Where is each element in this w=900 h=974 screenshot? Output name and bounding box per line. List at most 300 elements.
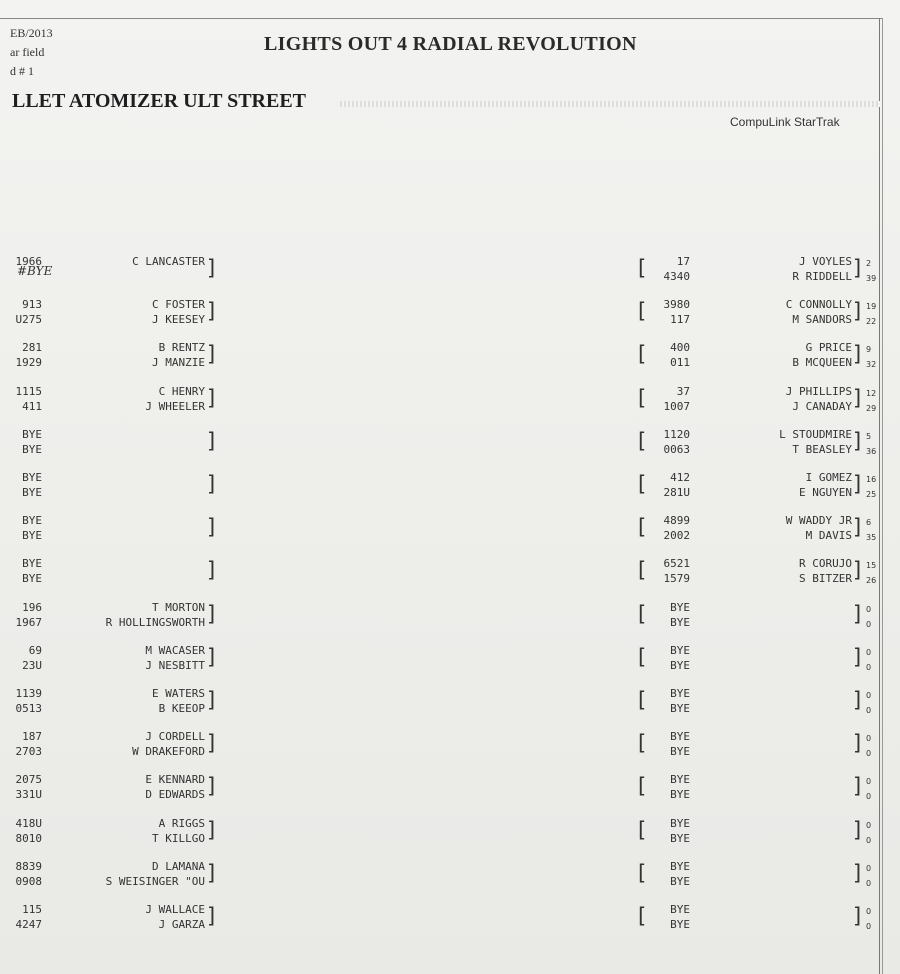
seed-bracket: ] [853,299,862,324]
seed-bracket: ] [853,644,862,669]
table-row [0,556,880,590]
right-driver-names-line [740,615,852,630]
left-car-numbers-line: 196 [22,600,42,614]
event-field: ar field [10,45,45,59]
right-bracket: [ [638,904,647,928]
left-driver-names-line: R HOLLINGSWORTH [105,615,205,629]
page-title: LIGHTS OUT 4 RADIAL REVOLUTION [264,33,637,55]
left-bracket: ] [207,904,216,928]
seed-numbers-line: 9 [866,345,872,355]
right-car-numbers-line: BYE [670,702,690,715]
seed-bracket: ] [853,515,862,540]
seed-numbers [866,775,871,805]
left-car-numbers-line: 8839 [15,859,42,873]
seed-bracket: ] [853,385,862,410]
right-car-numbers-line: BYE [670,600,690,614]
left-driver-names-line [90,442,205,457]
seed-bracket: ] [853,601,862,626]
left-driver-names [90,600,205,630]
left-driver-names-line: B KEEOP [158,702,205,715]
right-driver-names-line [740,787,852,802]
right-driver-names [740,427,852,457]
right-bracket: [ [638,515,647,540]
left-driver-names [90,686,205,716]
right-driver-names-line [740,917,852,932]
right-car-numbers-line: BYE [670,687,690,700]
left-driver-names-line: J WHEELER [145,399,205,413]
right-car-numbers-line: BYE [670,658,690,672]
seed-bracket: ] [853,428,862,453]
seed-bracket: ] [853,774,862,799]
right-driver-names [740,686,852,716]
right-driver-names-line [740,816,852,831]
right-car-numbers-line: 281U [663,486,690,499]
right-driver-names-line: L STOUDMIRE [779,427,852,441]
right-car-numbers [655,686,690,716]
right-car-numbers-line: 37 [676,384,690,398]
right-driver-names [740,643,852,673]
left-driver-names [90,902,205,932]
event-date: EB/2013 [10,26,53,40]
seed-numbers-line: 0 [866,792,872,802]
right-driver-names [740,902,852,932]
left-driver-names-line: J MANZIE [152,356,205,370]
seed-numbers-line: 36 [866,446,877,456]
seed-bracket: ] [853,688,862,712]
right-car-numbers-line: 17 [676,255,690,268]
left-car-numbers-line: BYE [22,514,42,528]
seed-numbers-line: 0 [866,619,872,629]
table-row [0,384,880,418]
right-bracket: [ [638,342,647,367]
right-driver-names-line: W WADDY JR [785,514,852,528]
right-car-numbers [655,902,690,932]
seed-numbers-line: 6 [866,518,872,528]
left-car-numbers-line: 0908 [15,874,42,888]
right-driver-names-line [740,772,852,787]
left-bracket: ] [207,472,216,496]
seed-numbers [866,473,876,503]
table-row [0,297,880,331]
right-bracket: [ [638,385,647,410]
right-bracket: [ [638,256,647,280]
right-driver-names-line: E NGUYEN [799,486,852,499]
left-car-numbers [0,470,42,500]
left-car-numbers-line: 1929 [15,356,42,370]
table-row [0,340,880,374]
right-car-numbers-line: 1579 [663,572,690,586]
right-bracket: [ [638,860,647,885]
seed-bracket: ] [853,731,862,756]
right-driver-names-line: G PRICE [805,341,852,355]
seed-numbers [866,516,876,546]
left-car-numbers-line: BYE [22,427,42,441]
seed-bracket: ] [853,817,862,842]
right-car-numbers [655,729,690,759]
right-car-numbers-line: 117 [670,313,690,327]
left-car-numbers [0,643,42,673]
left-bracket: ] [207,558,216,583]
seed-numbers [866,646,871,676]
event-round: d # 1 [10,64,34,78]
seed-numbers-line: 35 [866,533,877,543]
left-car-numbers [0,513,42,543]
seed-numbers [866,559,876,589]
right-driver-names-line [740,744,852,759]
right-car-numbers-line: BYE [670,745,690,759]
left-driver-names-line [90,485,205,500]
right-driver-names-line: M DAVIS [805,529,852,543]
left-driver-names [90,556,205,586]
right-driver-names-line [740,600,852,615]
left-bracket: ] [207,299,216,324]
left-driver-names [90,643,205,673]
seed-numbers-line: 0 [866,706,872,715]
left-driver-names-line: E KENNARD [145,773,205,787]
right-driver-names [740,859,852,889]
left-car-numbers [0,686,42,716]
right-car-numbers-line: BYE [670,859,690,873]
left-driver-names [90,729,205,759]
left-driver-names-line: M WACASER [145,643,205,657]
left-driver-names-line: J WALLACE [145,903,205,916]
right-driver-names-line [740,686,852,701]
seed-numbers-line: 2 [866,259,872,268]
seed-numbers-line: 0 [866,662,872,672]
right-bracket: [ [638,472,647,496]
right-driver-names-line [740,902,852,917]
right-car-numbers-line: BYE [670,903,690,916]
left-driver-names [90,513,205,543]
right-car-numbers-line: 1120 [663,427,690,441]
left-bracket: ] [207,256,216,280]
seed-numbers [866,689,871,719]
right-bracket: [ [638,817,647,842]
right-driver-names-line: J CANADAY [792,399,852,413]
left-driver-names [90,816,205,846]
seed-numbers [866,905,871,935]
right-driver-names [740,556,852,586]
seed-bracket: ] [853,342,862,367]
seed-bracket: ] [853,256,862,280]
left-car-numbers-line: 0513 [15,702,42,715]
right-car-numbers [655,859,690,889]
right-driver-names-line [740,658,852,673]
left-car-numbers [0,340,42,370]
left-car-numbers-line: 23U [22,658,42,672]
right-driver-names-line: R RIDDELL [792,270,852,283]
right-driver-names [740,729,852,759]
left-car-numbers-line: 411 [22,399,42,413]
table-row [0,427,880,461]
left-driver-names [90,859,205,889]
left-bracket: ] [207,774,216,799]
left-car-numbers-line: BYE [22,486,42,499]
seed-numbers-line: 0 [866,878,872,888]
left-car-numbers-line: 1966 [15,255,42,268]
left-car-numbers-line: 187 [22,730,42,744]
right-car-numbers-line: BYE [670,788,690,802]
right-bracket: [ [638,731,647,756]
left-car-numbers [0,254,42,284]
left-driver-names-line [90,470,205,485]
left-car-numbers-line: BYE [22,529,42,543]
right-car-numbers [655,470,690,500]
seed-numbers-line: 0 [866,922,872,931]
left-car-numbers [0,902,42,932]
right-car-numbers-line: BYE [670,773,690,787]
left-driver-names-line: D EDWARDS [145,788,205,802]
seed-numbers-line: 15 [866,561,877,571]
right-driver-names-line: C CONNOLLY [785,298,852,312]
seed-numbers-line: 29 [866,403,877,413]
table-row [0,470,880,504]
left-car-numbers-line: 1967 [15,615,42,629]
left-bracket: ] [207,342,216,367]
right-driver-names [740,254,852,284]
left-driver-names [90,772,205,802]
left-car-numbers [0,772,42,802]
right-car-numbers [655,340,690,370]
left-bracket: ] [207,385,216,410]
table-row [0,643,880,677]
table-row [0,772,880,806]
right-driver-names-line [740,701,852,716]
right-bracket: [ [638,688,647,712]
right-car-numbers-line: BYE [670,615,690,629]
left-car-numbers [0,729,42,759]
table-row [0,254,880,288]
left-driver-names [90,254,205,284]
right-bracket: [ [638,428,647,453]
seed-numbers [866,603,871,633]
seed-numbers [866,387,876,417]
left-driver-names-line: E WATERS [152,687,205,700]
right-driver-names [740,384,852,414]
left-car-numbers [0,556,42,586]
seed-numbers-line: 0 [866,777,872,787]
right-bracket: [ [638,774,647,799]
left-car-numbers-line: 4247 [15,918,42,931]
seed-numbers-line: 39 [866,274,877,283]
table-row [0,816,880,850]
left-car-numbers-line: 2703 [15,745,42,759]
right-driver-names-line [740,643,852,658]
right-car-numbers-line: 011 [670,356,690,370]
left-driver-names [90,384,205,414]
left-driver-names [90,297,205,327]
left-car-numbers-line: BYE [22,442,42,456]
left-bracket: ] [207,515,216,540]
left-driver-names [90,340,205,370]
left-driver-names [90,427,205,457]
right-bracket: [ [638,601,647,626]
left-car-numbers-line: 2075 [15,773,42,787]
right-car-numbers [655,254,690,284]
left-bracket: ] [207,731,216,756]
right-car-numbers [655,427,690,457]
left-car-numbers-line: 418U [15,816,42,830]
left-car-numbers-line: 69 [28,643,42,657]
left-driver-names-line [90,528,205,543]
left-driver-names-line: T MORTON [152,600,205,614]
right-driver-names [740,470,852,500]
seed-numbers-line: 0 [866,835,872,845]
right-driver-names-line: I GOMEZ [805,471,852,484]
left-driver-names-line: W DRAKEFORD [132,745,205,759]
right-driver-names-line [740,874,852,889]
left-bracket: ] [207,817,216,842]
seed-numbers-line: 12 [866,388,877,398]
seed-numbers-line: 0 [866,820,872,830]
right-car-numbers-line: 2002 [663,529,690,543]
seed-numbers-line: 0 [866,863,872,873]
left-bracket: ] [207,428,216,453]
right-driver-names-line [740,859,852,874]
table-row [0,859,880,893]
table-row [0,686,880,720]
right-bracket: [ [638,644,647,669]
right-driver-names [740,513,852,543]
seed-numbers-line: 22 [866,317,877,327]
left-driver-names-line [90,427,205,442]
left-car-numbers [0,816,42,846]
right-driver-names [740,816,852,846]
left-driver-names-line: C LANCASTER [132,255,205,268]
right-car-numbers-line: BYE [670,831,690,845]
seed-numbers-line: 0 [866,749,872,759]
right-driver-names-line: T BEASLEY [792,442,852,456]
right-car-numbers-line: BYE [670,918,690,931]
right-car-numbers-line: 1007 [663,399,690,413]
right-driver-names-line: S BITZER [799,572,852,586]
right-car-numbers-line: 400 [670,341,690,355]
left-car-numbers-line: BYE [22,572,42,586]
seed-bracket: ] [853,904,862,928]
table-row [0,902,880,936]
title-rule [340,101,880,107]
page-top-border [0,18,882,19]
seed-numbers [866,300,876,330]
seed-numbers-line: 5 [866,431,872,441]
left-car-numbers-line: 8010 [15,831,42,845]
right-driver-names-line [740,831,852,846]
seed-numbers-line: 0 [866,691,872,700]
seed-numbers-line: 32 [866,360,877,370]
right-car-numbers-line: BYE [670,730,690,744]
right-driver-names [740,600,852,630]
seed-numbers [866,257,876,287]
left-driver-names-line: J NESBITT [145,658,205,672]
left-bracket: ] [207,601,216,626]
left-driver-names-line [90,269,205,284]
left-driver-names [90,470,205,500]
right-car-numbers-line: BYE [670,816,690,830]
table-row [0,729,880,763]
left-driver-names-line: J CORDELL [145,730,205,744]
seed-numbers [866,430,876,460]
seed-bracket: ] [853,860,862,885]
seed-numbers [866,819,871,849]
left-bracket: ] [207,688,216,712]
left-driver-names-line: J KEESEY [152,313,205,327]
left-car-numbers-line: 115 [22,903,42,916]
right-driver-names [740,297,852,327]
left-bracket: ] [207,860,216,885]
handwritten-note: #BYE [17,264,53,278]
left-car-numbers-line: 1115 [15,384,42,398]
left-car-numbers-line: 913 [22,298,42,312]
right-car-numbers-line: BYE [670,643,690,657]
right-car-numbers [655,816,690,846]
left-car-numbers [0,427,42,457]
right-car-numbers [655,384,690,414]
right-driver-names-line: M SANDORS [792,313,852,327]
seed-numbers-line: 26 [866,576,877,586]
right-car-numbers-line: 3980 [663,298,690,312]
left-driver-names-line: J GARZA [158,918,205,931]
table-row [0,600,880,634]
seed-numbers-line: 0 [866,647,872,657]
left-driver-names-line: A RIGGS [158,816,205,830]
right-car-numbers [655,600,690,630]
event-meta [10,24,53,81]
seed-numbers [866,343,876,373]
page-right-border-inner [882,18,883,974]
left-driver-names-line [90,513,205,528]
left-car-numbers [0,600,42,630]
class-title: LLET ATOMIZER ULT STREET [12,90,307,112]
left-car-numbers-line: U275 [15,313,42,327]
brand-label: CompuLink StarTrak [730,115,840,129]
right-car-numbers-line: BYE [670,874,690,888]
left-car-numbers [0,297,42,327]
seed-bracket: ] [853,558,862,583]
left-car-numbers [0,384,42,414]
right-car-numbers-line: 412 [670,471,690,484]
seed-numbers-line: 0 [866,734,872,744]
left-driver-names-line: S WEISINGER "OU [105,874,205,888]
seed-numbers-line: 0 [866,604,872,614]
left-driver-names-line: T KILLGO [152,831,205,845]
seed-numbers-line: 0 [866,907,872,916]
right-bracket: [ [638,299,647,324]
left-car-numbers [0,859,42,889]
seed-numbers-line: 25 [866,490,877,499]
table-row [0,513,880,547]
right-car-numbers [655,513,690,543]
right-driver-names [740,340,852,370]
right-driver-names-line: J VOYLES [799,255,852,268]
left-car-numbers-line: BYE [22,557,42,571]
seed-numbers [866,862,871,892]
left-driver-names-line: C FOSTER [152,298,205,312]
right-car-numbers-line: 4899 [663,514,690,528]
right-driver-names [740,772,852,802]
right-car-numbers [655,772,690,802]
right-car-numbers [655,643,690,673]
right-bracket: [ [638,558,647,583]
left-driver-names-line [90,571,205,586]
seed-numbers-line: 16 [866,475,877,484]
left-driver-names-line: C HENRY [158,384,205,398]
right-car-numbers-line: 4340 [663,270,690,283]
left-car-numbers-line: 1139 [15,687,42,700]
left-car-numbers-line: BYE [22,471,42,484]
left-driver-names-line: D LAMANA [152,859,205,873]
right-driver-names-line [740,729,852,744]
left-car-numbers-line: 281 [22,341,42,355]
